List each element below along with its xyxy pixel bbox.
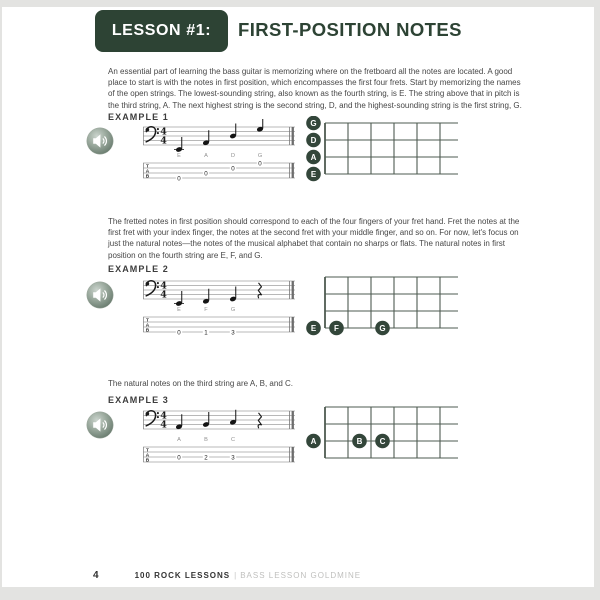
music-notation-staff	[143, 273, 299, 343]
svg-text:4: 4	[160, 410, 167, 422]
svg-text:B: B	[145, 458, 150, 464]
svg-text:3: 3	[231, 329, 235, 337]
example-2-label: EXAMPLE 2	[108, 264, 169, 274]
page-title: FIRST-POSITION NOTES	[238, 19, 462, 40]
svg-text:A: A	[204, 152, 208, 159]
svg-text:T: T	[146, 448, 149, 454]
intro-paragraph: An essential part of learning the bass guitar is memorizing where on the fretboard all the notes are located. A good place to start is with the notes in first position, which encompasses the first four frets. Start by memorizing the names of the open strings. The lowest-sounding string, also known as the fourth string, is E. The string above that in pitch is the third string, A. The next highest string is the second string, D, and the highest-sounding string is the first string, G.	[108, 67, 522, 110]
svg-text:4: 4	[160, 419, 167, 431]
svg-text:C: C	[379, 436, 386, 446]
svg-text:B: B	[145, 328, 150, 334]
svg-text:A: A	[310, 436, 317, 446]
svg-text:A: A	[145, 323, 150, 329]
fretboard-diagram	[300, 270, 465, 342]
svg-text:G: G	[310, 118, 317, 128]
svg-text:G: G	[230, 306, 236, 313]
fretboard-diagram	[300, 400, 465, 472]
speaker-icon	[85, 126, 115, 156]
third-string-paragraph: The natural notes on the third string are A, B, and C.	[108, 379, 293, 388]
lesson-page	[2, 7, 594, 587]
svg-text:E: E	[177, 306, 181, 313]
svg-text:4: 4	[160, 289, 167, 301]
svg-text:G: G	[257, 152, 263, 159]
example-1-label: EXAMPLE 1	[108, 112, 169, 122]
svg-text:0: 0	[231, 165, 235, 173]
svg-text:F: F	[334, 323, 339, 333]
svg-text:3: 3	[231, 454, 235, 462]
svg-text:0: 0	[258, 160, 262, 168]
example-3-label: EXAMPLE 3	[108, 395, 169, 405]
svg-text:A: A	[145, 169, 150, 175]
footer-separator: |	[234, 571, 237, 580]
book-title: 100 ROCK LESSONS	[134, 571, 231, 580]
svg-text:B: B	[145, 174, 150, 180]
svg-text:D: D	[230, 152, 236, 159]
music-notation-staff	[143, 403, 299, 473]
svg-text:1: 1	[204, 329, 208, 337]
fretboard-diagram	[300, 116, 465, 188]
svg-text:G: G	[379, 323, 386, 333]
svg-text:4: 4	[160, 126, 167, 138]
page-number: 4	[93, 570, 99, 581]
svg-text:0: 0	[177, 454, 181, 462]
svg-text:T: T	[146, 318, 149, 324]
svg-text:E: E	[177, 152, 181, 159]
svg-text:T: T	[146, 164, 149, 170]
svg-text:B: B	[204, 436, 208, 443]
svg-text:0: 0	[177, 175, 181, 183]
svg-text:C: C	[230, 436, 236, 443]
svg-text:E: E	[310, 169, 317, 179]
music-notation-staff	[143, 119, 299, 189]
svg-text:0: 0	[177, 329, 181, 337]
svg-text:4: 4	[160, 280, 167, 292]
speaker-icon	[85, 280, 115, 310]
book-subtitle: BASS LESSON GOLDMINE	[240, 571, 362, 580]
svg-text:D: D	[310, 135, 317, 145]
svg-text:F: F	[204, 306, 208, 313]
svg-text:2: 2	[204, 454, 208, 462]
svg-text:A: A	[177, 436, 181, 443]
svg-text:E: E	[310, 323, 317, 333]
svg-text:A: A	[145, 453, 150, 459]
fingering-paragraph: The fretted notes in first position should correspond to each of the four fingers of your fret hand. Fret the notes at the first fret with your index finger, the notes at the second fret with your middle finger, and so on. For now, let's focus on just the natural notes—the notes of the musical alphabet that contain no sharps or flats. The natural notes in first position on the fourth string are E, F, and G.	[108, 217, 520, 260]
lesson-number-badge: LESSON #1:	[95, 10, 228, 52]
svg-text:0: 0	[204, 170, 208, 178]
svg-text:B: B	[356, 436, 363, 446]
svg-text:A: A	[310, 152, 317, 162]
svg-text:4: 4	[160, 135, 167, 147]
speaker-icon	[85, 410, 115, 440]
page-footer	[93, 570, 574, 581]
